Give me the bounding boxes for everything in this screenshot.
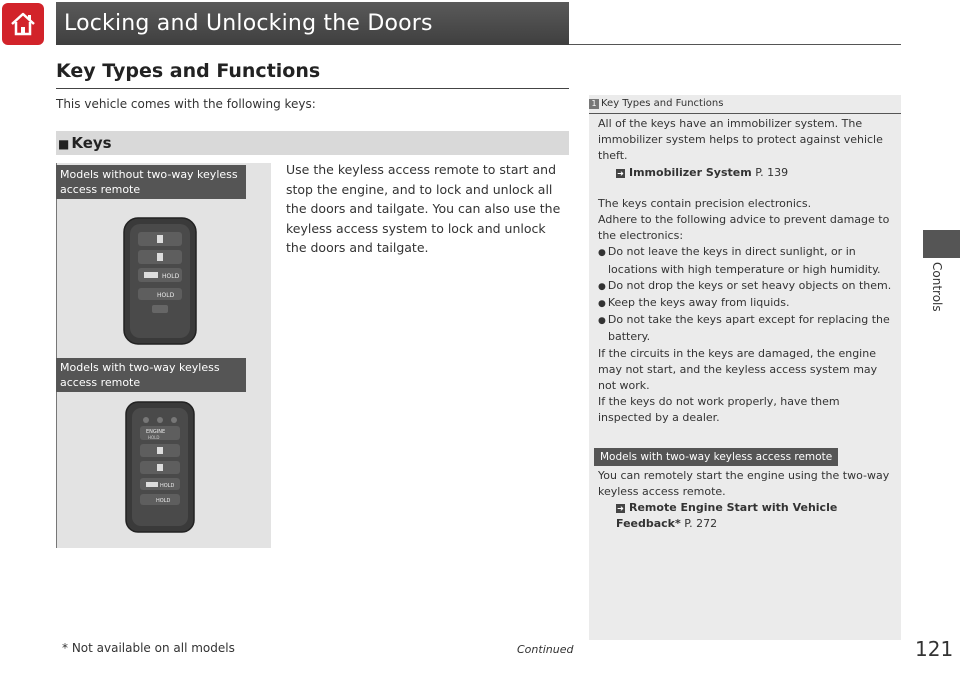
immobilizer-link-page: P. 139 bbox=[751, 165, 789, 179]
home-icon bbox=[8, 9, 38, 39]
remote2-hold-1: HOLD bbox=[160, 483, 175, 489]
home-button[interactable] bbox=[2, 3, 44, 45]
remote-start-link[interactable] bbox=[598, 500, 896, 532]
model-label-with-two-way: Models with two-way keyless access remote bbox=[56, 358, 246, 392]
keys-description: Use the keyless access remote to start and stop the engine, and to lock and unlock all the doors and tailgate. You can also use the keyless access system to lock and unlock the doors and tailgate. bbox=[286, 162, 561, 255]
intro-text: This vehicle comes with the following keys: bbox=[56, 97, 316, 111]
side-para-4: If the circuits in the keys are damaged, the engine may not start, and the keyless access system may not work. bbox=[598, 346, 878, 393]
reference-arrow-icon: ➜ bbox=[617, 168, 624, 178]
remote2-hold-2: HOLD bbox=[156, 498, 171, 504]
section-rule bbox=[56, 88, 569, 89]
keys-heading-label: Keys bbox=[71, 134, 112, 152]
bullet-item: ● Do not take the keys apart except for replacing the battery. bbox=[598, 312, 896, 345]
side-para-6: You can remotely start the engine using the two-way keyless access remote. bbox=[598, 468, 890, 499]
reference-arrow-icon: ➜ bbox=[617, 504, 624, 514]
remote2-engine: ENGINE bbox=[146, 429, 166, 435]
model-badge: Models with two-way keyless access remote bbox=[594, 448, 838, 466]
bullet-item: ● Do not drop the keys or set heavy objects on them. bbox=[598, 278, 896, 295]
immobilizer-link[interactable] bbox=[598, 165, 896, 181]
footnote: * Not available on all models bbox=[62, 641, 235, 655]
side-para-2: The keys contain precision electronics. bbox=[598, 196, 812, 210]
page-number: 121 bbox=[915, 637, 954, 661]
section-title: Key Types and Functions bbox=[56, 60, 321, 82]
square-bullet-icon: ■ bbox=[58, 137, 70, 151]
bullet-item: ● Do not leave the keys in direct sunlight, or in locations with high temperature or high humidity. bbox=[598, 244, 896, 277]
chapter-tab[interactable] bbox=[923, 230, 960, 258]
immobilizer-link-label: Immobilizer System bbox=[629, 165, 752, 179]
keys-heading bbox=[56, 131, 569, 155]
title-rule bbox=[569, 44, 901, 45]
side-note-heading bbox=[589, 95, 901, 114]
side-para-1: All of the keys have an immobilizer system. The immobilizer system helps to protect against vehicle theft. bbox=[598, 117, 883, 163]
remote1-hold-1: HOLD bbox=[162, 273, 180, 280]
remote2-hold-sub: HOLD bbox=[148, 435, 160, 440]
model-label-without-two-way: Models without two-way keyless access remote bbox=[56, 165, 246, 199]
page-title: Locking and Unlocking the Doors bbox=[56, 2, 569, 45]
remote1-hold-2: HOLD bbox=[157, 292, 175, 299]
side-para-5: If the keys do not work properly, have them inspected by a dealer. bbox=[598, 395, 840, 425]
bullet-item: ● Keep the keys away from liquids. bbox=[598, 295, 896, 312]
continued-label: Continued bbox=[517, 643, 574, 656]
side-note-body bbox=[598, 116, 896, 533]
side-note-heading-label: Key Types and Functions bbox=[601, 98, 724, 109]
keyless-remote-image bbox=[120, 216, 200, 346]
two-way-remote-image bbox=[122, 400, 198, 535]
remote-start-link-label: Remote Engine Start with Vehicle Feedback bbox=[616, 501, 838, 531]
note-icon: 1 bbox=[589, 99, 599, 109]
remote-start-link-page: P. 272 bbox=[680, 517, 718, 531]
side-para-3: Adhere to the following advice to prevent damage to the electronics: bbox=[598, 213, 890, 243]
chapter-tab-label: Controls bbox=[930, 262, 944, 312]
remote-start-link-star: * bbox=[675, 517, 681, 531]
